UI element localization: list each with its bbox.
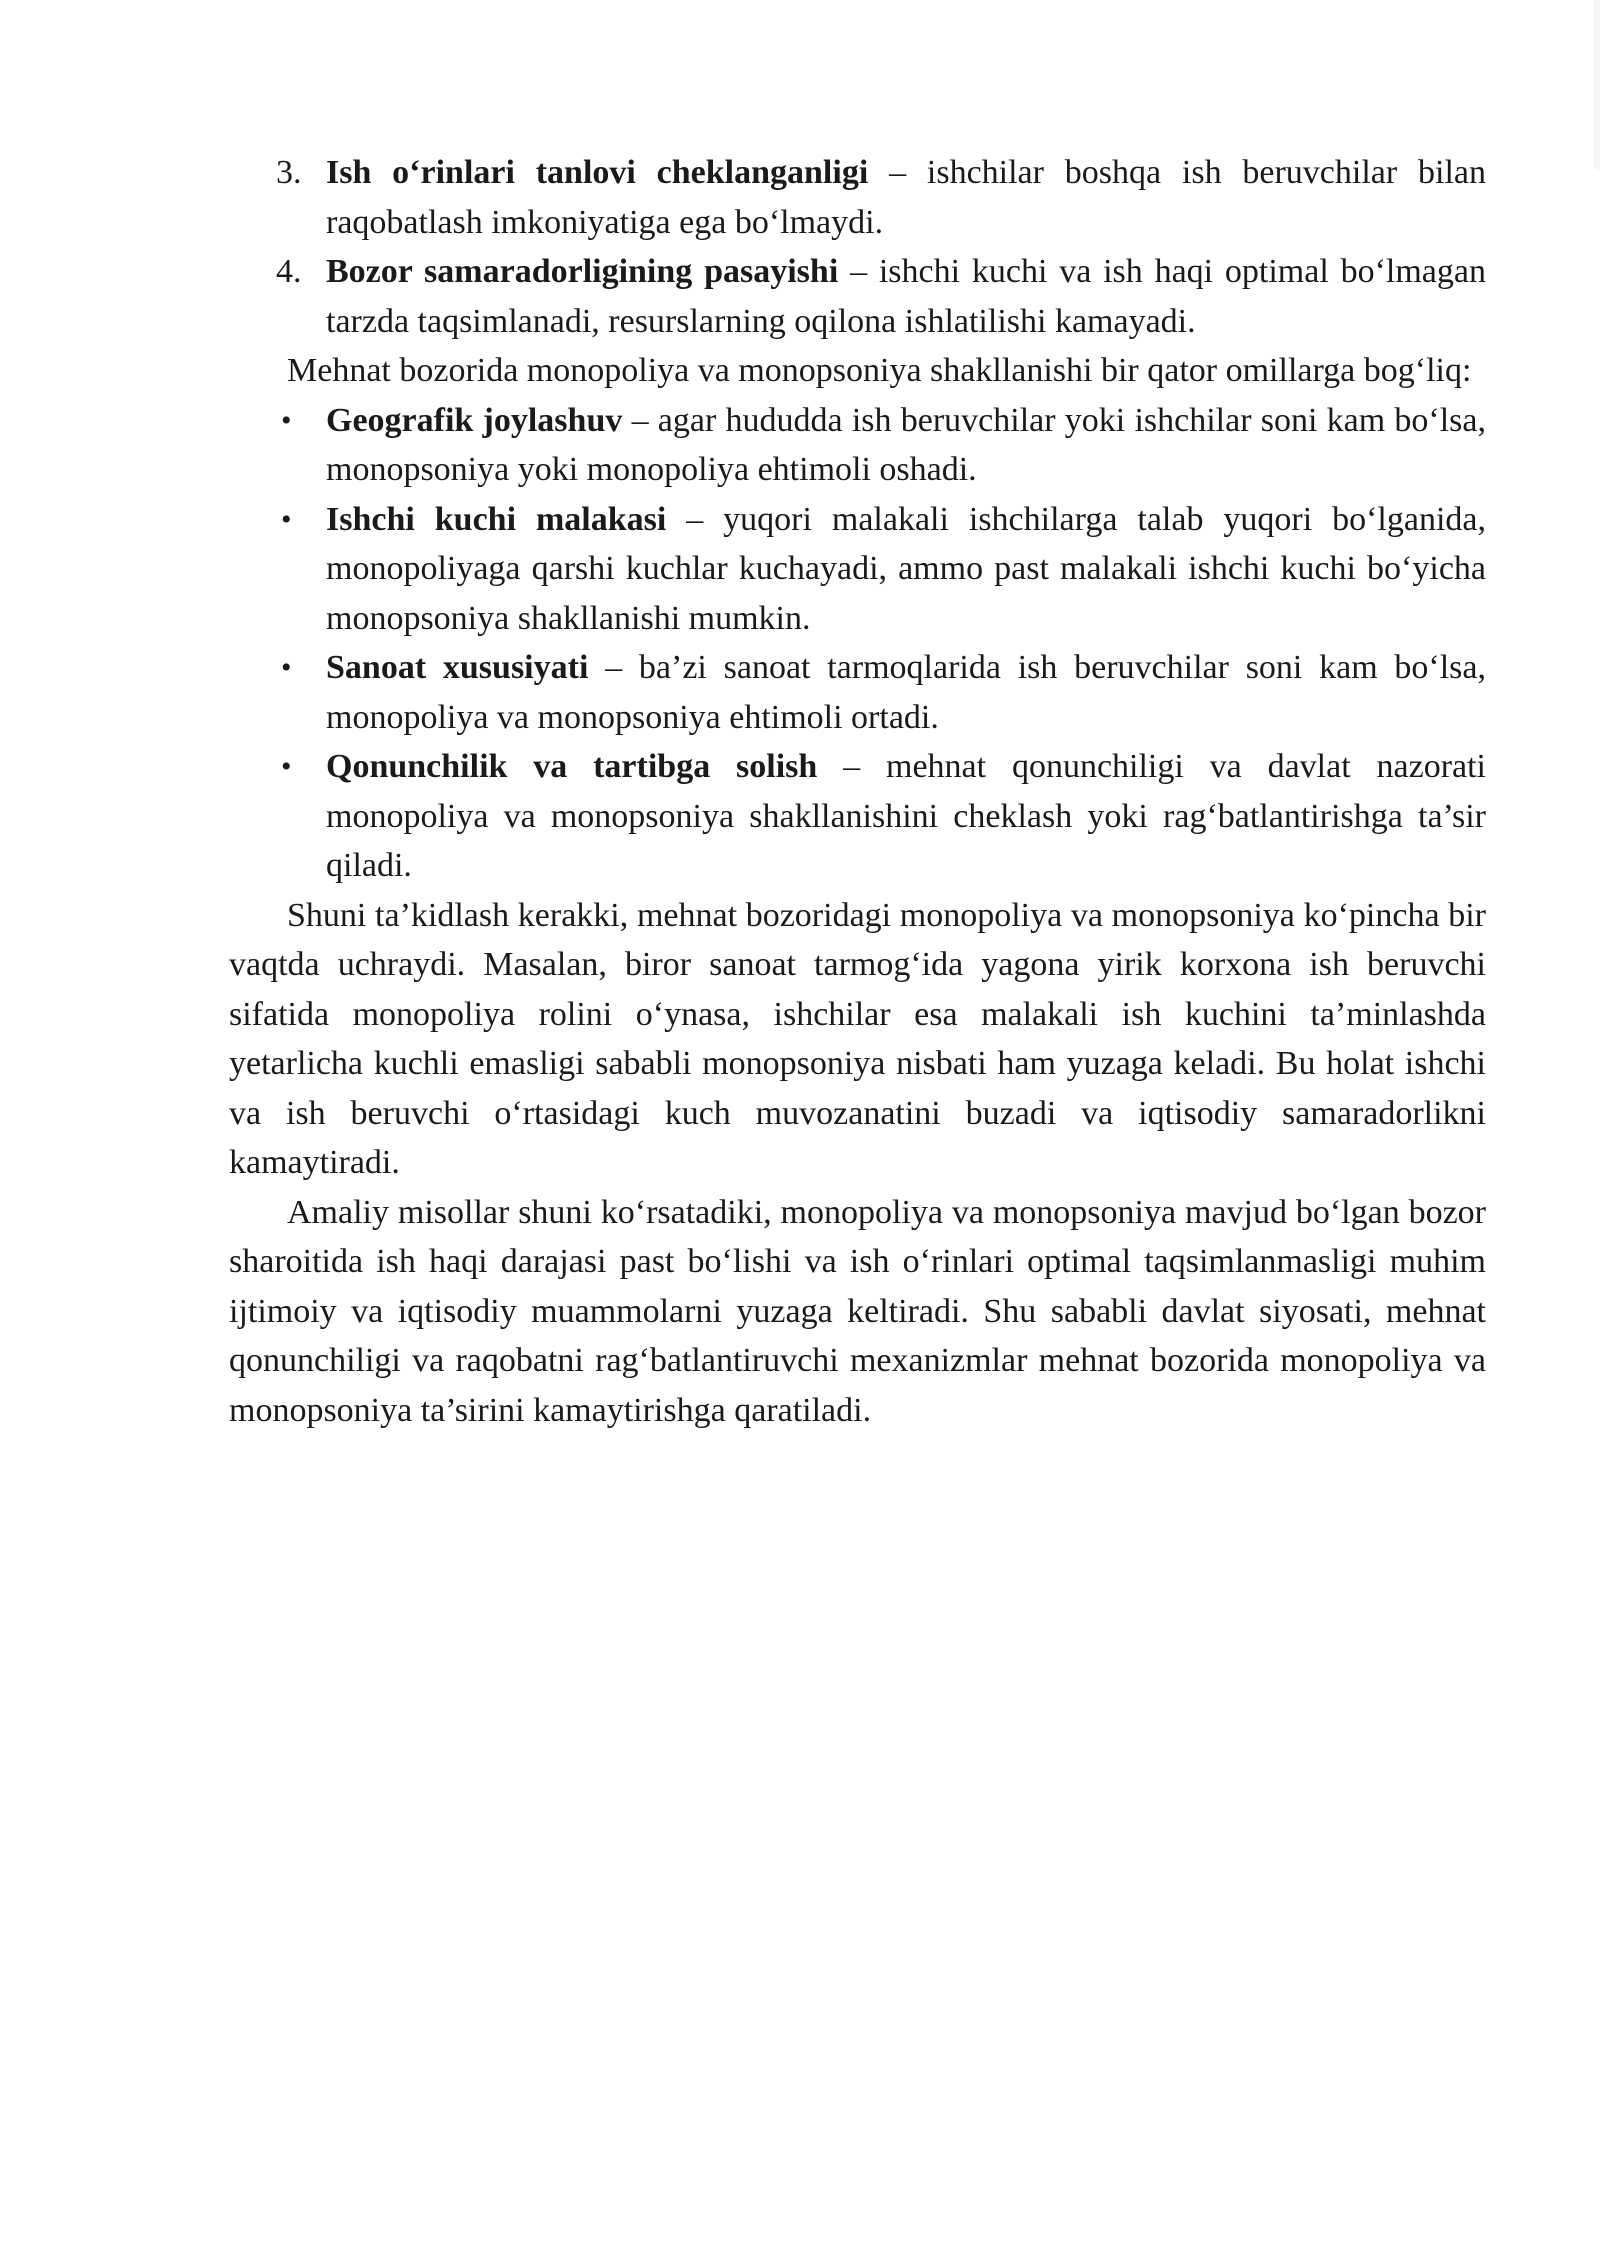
item-text: – ishchilar boshqa ish beruvchilar bilan raqobatlash imkoniyatiga ega bo‘lmaydi. [326, 154, 1486, 241]
intro-paragraph: Mehnat bozorida monopoliya va monopsoniya shakllanishi bir qator omillarga bog‘liq: [287, 352, 1472, 389]
item-heading: Qonunchilik va tartibga solish [326, 748, 818, 785]
item-text: – yuqori malakali ishchilarga talab yuqori bo‘lganida, monopoliyaga qarshi kuchlar kuchayadi, ammo past malakali ishchi kuchi bo‘yicha monopsoniya shakllanishi mumkin. [326, 500, 1486, 637]
item-text: – ishchi kuchi va ish haqi optimal bo‘lmagan tarzda taqsimlanadi, resurslarning oqilona ishlatilishi kamayadi. [326, 253, 1486, 340]
item-heading: Bozor samaradorligining pasayishi [326, 253, 839, 290]
ordered-list [229, 148, 1486, 346]
bullet-marker: • [281, 750, 292, 783]
body-paragraph: Shuni ta’kidlash kerakki, mehnat bozoridagi monopoliya va monopsoniya ko‘pincha bir vaqtda uchraydi. Masalan, biror sanoat tarmog‘ida yagona yirik korxona ish beruvchi sifatida monopoliya rolini o‘ynasa, ishchilar esa malakali ish kuchini ta’minlashda yetarlicha kuchli emasligi sababli monopsoniya nisbati ham yuzaga keladi. Bu holat ishchi va ish beruvchi o‘rtasidagi kuch muvozanatini buzadi va iqtisodiy samaradorlikni kamaytiradi. [229, 896, 1486, 1181]
bullet-list-item [229, 643, 1486, 742]
item-heading: Ishchi kuchi malakasi [326, 500, 667, 538]
bullet-list-item [229, 742, 1486, 891]
bullet-list-item [229, 495, 1486, 644]
item-heading: Ish o‘rinlari tanlovi cheklanganligi [326, 154, 869, 191]
ordered-list-item [229, 148, 1486, 247]
bullet-marker: • [281, 651, 292, 684]
list-number: 4. [276, 253, 302, 290]
bullet-marker: • [281, 403, 292, 437]
list-number: 3. [276, 154, 302, 191]
bullet-list-item [229, 396, 1486, 495]
item-text: – mehnat qonunchiligi va davlat nazorati monopoliya va monopsoniya shakllanishini cheklash yoki rag‘batlantirishga ta’sir qiladi. [326, 748, 1487, 884]
page-edge-shadow [1594, 0, 1600, 170]
bullet-list [229, 396, 1486, 891]
bullet-marker: • [281, 502, 292, 536]
ordered-list-item [229, 247, 1486, 346]
item-heading: Sanoat xususiyati [326, 649, 589, 686]
item-text: – agar hududda ish beruvchilar yoki ishchilar soni kam bo‘lsa, monopsoniya yoki monopoliya ehtimoli oshadi. [326, 401, 1486, 488]
body-paragraph: Amaliy misollar shuni ko‘rsatadiki, monopoliya va monopsoniya mavjud bo‘lgan bozor sharoitida ish haqi darajasi past bo‘lishi va ish o‘rinlari optimal taqsimlanmasligi muhim ijtimoiy va iqtisodiy muammolarni yuzaga keltiradi. Shu sababli davlat siyosati, mehnat qonunchiligi va raqobatni rag‘batlantiruvchi mexanizmlar mehnat bozorida monopoliya va monopsoniya ta’sirini kamaytirishga qaratiladi. [229, 1193, 1486, 1429]
item-heading: Geografik joylashuv [326, 401, 623, 439]
item-text: – ba’zi sanoat tarmoqlarida ish beruvchilar soni kam bo‘lsa, monopoliya va monopsoniya ehtimoli ortadi. [326, 649, 1487, 736]
